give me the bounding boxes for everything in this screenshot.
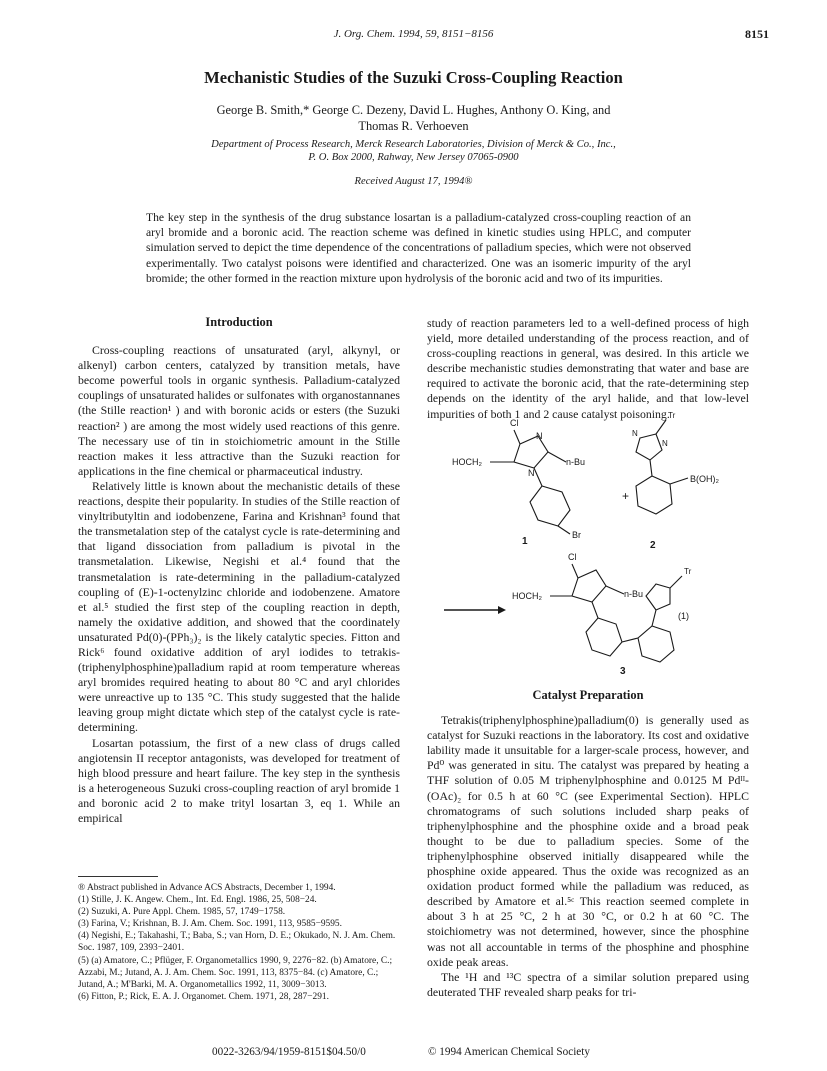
footnote-item: (4) Negishi, E.; Takahashi, T.; Baba, S.; van Horn, D. E.; Okukado, N. J. Am. Chem. Soc. 1987, 109, 2393−2401. (78, 931, 396, 954)
right-paragraph-1: study of reaction parameters led to a well-defined process of high yield, more detailed understanding of the process reaction, and of cross-coupling reactions in general, was desired. In this article we describe mechanistic studies demonstrating that water and base are required to activate the boronic acid, that the rate-determining step depends on the identity of the aryl halide, and that low-level impurities of both 1 and 2 cause catalyst poisoning. (427, 316, 749, 421)
introduction-heading: Introduction (205, 315, 273, 329)
authors-line-2: Thomas R. Verhoeven (358, 119, 469, 133)
intro-paragraph-3: Losartan potassium, the first of a new class of drugs called angiotensin II receptor antagonists, was developed for treatment of high blood pressure and heart failure. The key step in the synthesis is a heterogeneous Suzuki cross-coupling reaction of aryl bromide 1 and boronic acid 2 to make trityl losartan 3, eq 1. While an empirical (78, 735, 400, 825)
equation-number: (1) (678, 611, 689, 621)
reaction-scheme (430, 406, 750, 678)
cl-label: Cl (568, 552, 577, 562)
footnote-item: (2) Suzuki, A. Pure Appl. Chem. 1985, 57, 1749−1758. (78, 907, 286, 918)
catalyst-paragraph-2: The ¹H and ¹³C spectra of a similar solution prepared using deuterated THF revealed sharp peaks for tri- (427, 969, 749, 999)
intro-paragraph-2: Relatively little is known about the mechanistic details of these reactions, despite their popularity. In studies of the Stille reaction of vinyltributyltin and iodobenzene, Farina and Krishnan³ found that the transmetalation step of the catalyst cycle is rate-determining and that ligand dissociation from palladium is pivotal in the transmetalation. Likewise, Negishi et al.⁴ found that the transmetalation is rate-determining in the palladium-catalyzed coupling of (E)-1-octenylzinc chloride and iodobenzene. Amatore et al.⁵ studied the first step of the coupling reaction in depth, namely the oxidative addition, and showed that the coordinately unsaturated Pd(0)-(PPh₃)₂ is the likely catalytic species. Fitton and Rick⁶ found oxidative addition of aryl iodides to tetrakis-(triphenylphosphine)palladium rapid at room temperature whereas aryl bromides required heating to about 80 °C and aryl chlorides were unreactive up to 135 °C. This study suggested that the halide leaving group might dictate which step of the catalyst cycle is rate-determining. (78, 478, 400, 735)
footnote-item: (1) Stille, J. K. Angew. Chem., Int. Ed. Engl. 1986, 25, 508−24. (78, 895, 317, 906)
authors-line-1: George B. Smith,* George C. Dezeny, David L. Hughes, Anthony O. King, and (216, 103, 611, 117)
left-column (78, 315, 400, 826)
tr-label: Tr (684, 567, 692, 576)
footnote-item: ® Abstract published in Advance ACS Abstracts, December 1, 1994. (78, 883, 336, 893)
compound-3-label: 3 (620, 666, 626, 677)
journal-header: J. Org. Chem. 1994, 59, 8151−8156 (333, 28, 494, 40)
n-label: N (528, 468, 535, 478)
received-date: Received August 17, 1994® (354, 176, 473, 187)
tr-label: Tr (668, 411, 676, 420)
cl-label: Cl (510, 418, 519, 428)
affiliation-line-1: Department of Process Research, Merck Research Laboratories, Division of Merck & Co., Inc., (211, 139, 616, 150)
footnotes (78, 882, 400, 1003)
footnote-divider (78, 876, 158, 877)
footnote-item: (6) Fitton, P.; Rick, E. A. J. Organomet. Chem. 1971, 28, 287−291. (78, 991, 329, 1002)
abstract-text: The key step in the synthesis of the drug substance losartan is a palladium-catalyzed cross-coupling reaction of an aryl bromide and a boronic acid. The reaction scheme was defined in kinetic studies using HPLC, and computer simulation served to depict the time dependence of the concentrations of palladium species, which were not observed experimentally. Two catalyst poisons were identified and characterized. One was an isomeric impurity of the aryl bromide; the other formed in the reaction mixture upon hydrolysis of the boronic acid and two of its impurities. (146, 211, 691, 285)
compound-2-structure (632, 411, 719, 551)
catalyst-paragraph-1: Tetrakis(triphenylphosphine)palladium(0) is generally used as catalyst for Suzuki reactions in the laboratory. Its cost and oxidative lability made it unsuitable for a larger-scale process, however, and Pd⁰ was generated in situ. The catalyst was prepared by heating a THF solution of 0.05 M triphenylphosphine and 0.0125 M Pdᴵᴵ-(OAc)₂ for 0.5 h at 60 °C (see Experimental Section). HPLC chromatograms of such solutions included sharp peaks of triphenylphosphine and the phosphine oxide and a broad peak thought to be due to palladium species. Some of the triphenylphosphine observed initially disappeared while the phosphine oxide appeared. Thus the oxide was recognized as an oxidation product formed while the palladium was reduced, as described by Amatore et al.⁵ᶜ This reaction seemed complete in about 3 h at 25 °C, 2 h at 30 °C, or 0.2 h at 60 °C. The stoichiometry was not determined, however, since the phosphine was not all accountable in terms of the phosphine and phosphine oxide peak areas. (427, 713, 749, 969)
n-label: N (536, 431, 543, 441)
affiliation-line-2: P. O. Box 2000, Rahway, New Jersey 07065-0900 (308, 152, 519, 163)
hoch2-label: HOCH₂ (512, 591, 542, 601)
nbu-label: n-Bu (566, 457, 586, 467)
abstract (146, 210, 691, 286)
n-label: N (632, 429, 638, 438)
compound-3-structure (512, 552, 692, 677)
intro-paragraph-1: Cross-coupling reactions of unsaturated (aryl, alkynyl, or alkenyl) carbon centers, catalyzed by transition metals, have become powerful tools in organic synthesis. Palladium-catalyzed couplings of unsaturated halides or sulfonates with organostannanes (the Stille reaction¹ ) and with boronic acids or esters (the Suzuki reaction² ) are among the most widely used reactions of this genre. The necessary use of tin in stoichiometric amount in the Stille reaction makes it less attractive than the Suzuki reaction for applications in the fine chemical or pharmaceutical industry. (78, 343, 400, 478)
compound-1-label: 1 (522, 536, 528, 547)
article-title: Mechanistic Studies of the Suzuki Cross-Coupling Reaction (204, 68, 623, 87)
n-label: N (662, 439, 668, 448)
article-code: 0022-3263/94/1959-8151$04.50/0 (212, 1046, 366, 1058)
arrow-head-icon (498, 606, 506, 614)
copyright: © 1994 American Chemical Society (428, 1046, 590, 1058)
br-label: Br (572, 530, 581, 540)
right-column-bottom (427, 688, 749, 1000)
nbu-label: n-Bu (624, 589, 644, 599)
compound-2-label: 2 (650, 540, 656, 551)
catalyst-preparation-heading: Catalyst Preparation (532, 688, 644, 702)
hoch2-label: HOCH₂ (452, 457, 482, 467)
page-number: 8151 (745, 27, 769, 41)
plus-sign: + (622, 489, 630, 503)
footnote-item: (3) Farina, V.; Krishnan, B. J. Am. Chem. Soc. 1991, 113, 9585−9595. (78, 919, 342, 930)
compound-1-structure (452, 418, 585, 547)
boh2-label: B(OH)₂ (690, 474, 719, 484)
footnote-item: (5) (a) Amatore, C.; Pflüger, F. Organometallics 1990, 9, 2276−82. (b) Amatore, C.; Azzabi, M.; Jutand, A. J. Am. Chem. Soc. 1991, 113, 8375−84. (c) Amatore, C.; Jutand, A.; M'Barki, M. A. Organometallics 1992, 11, 3009−3013. (78, 955, 393, 990)
